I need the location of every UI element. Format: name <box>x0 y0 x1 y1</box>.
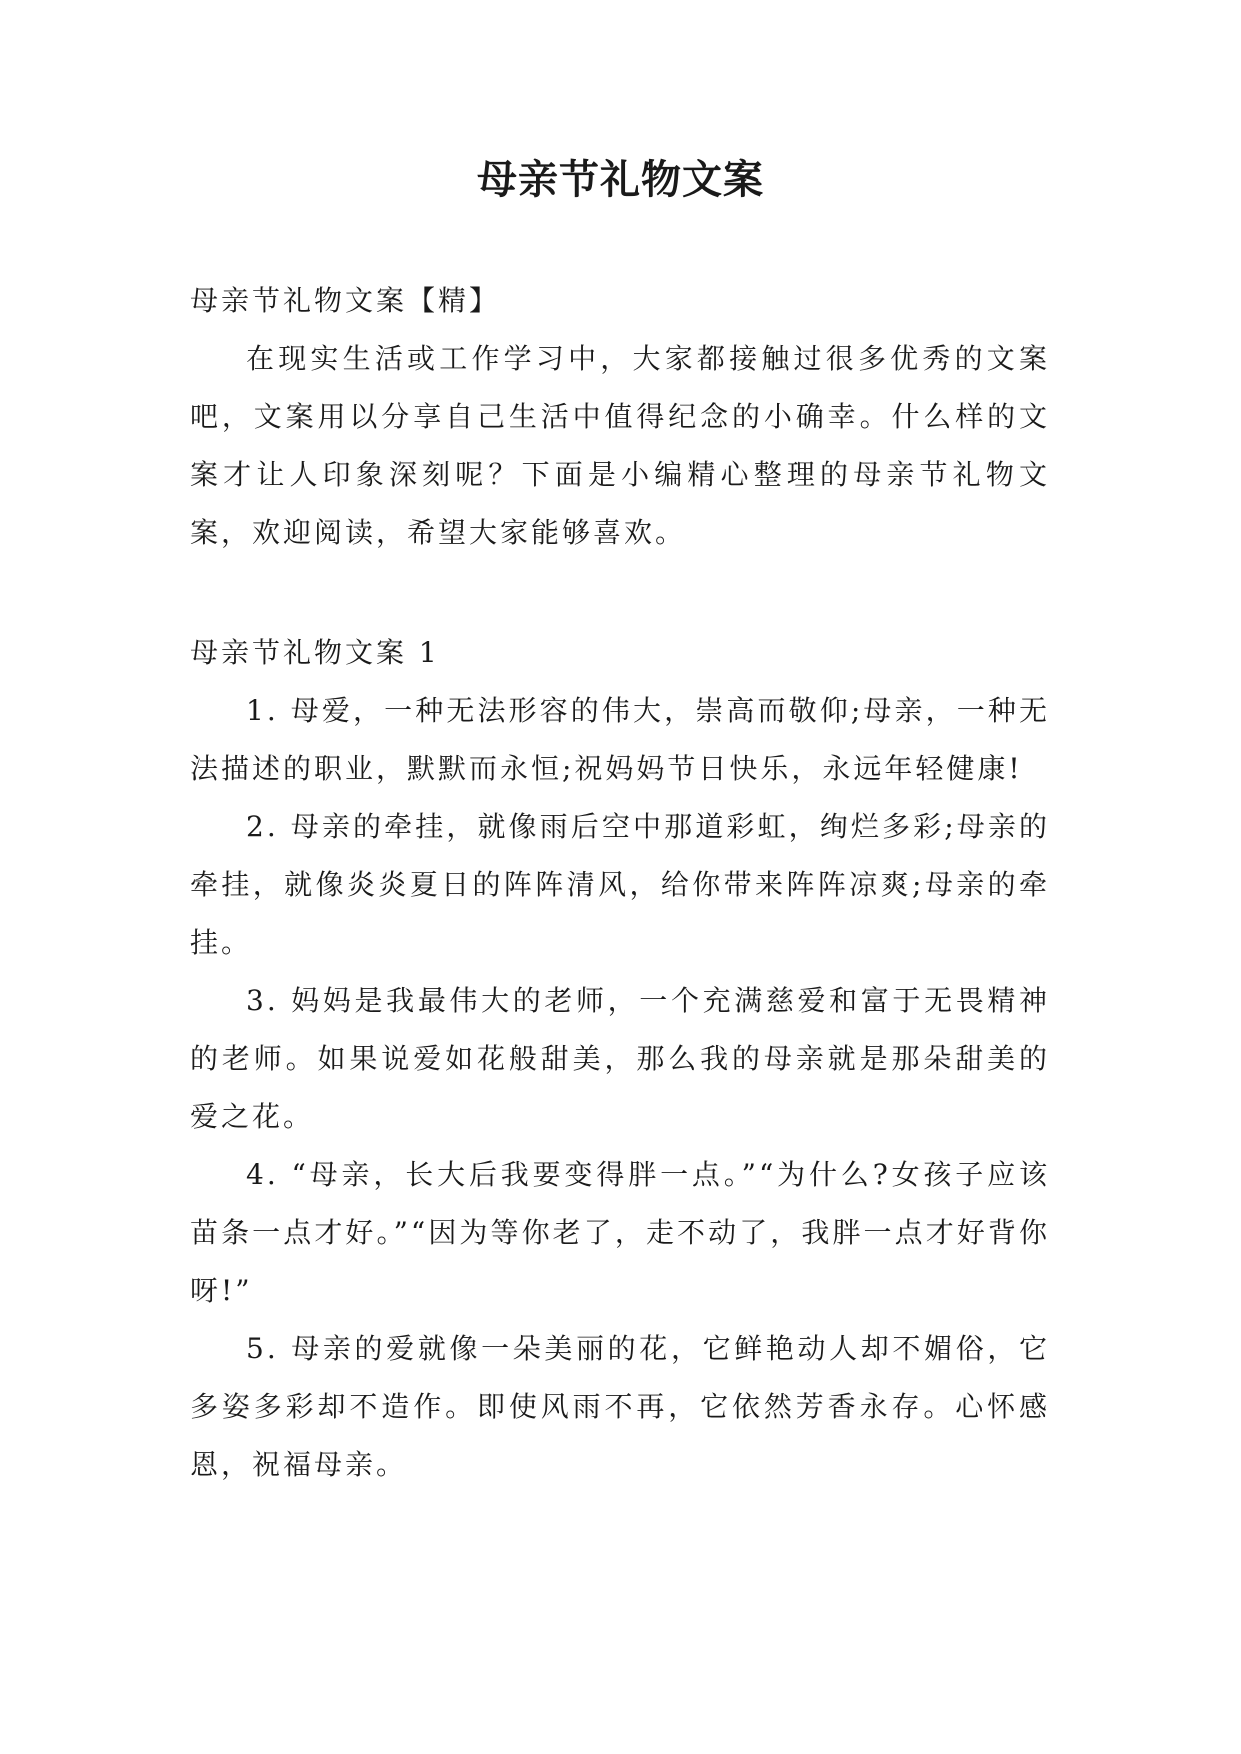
list-item: 5. 母亲的爱就像一朵美丽的花，它鲜艳动人却不媚俗，它多姿多彩却不造作。即使风雨不再，它依然芳香永存。心怀感恩，祝福母亲。 <box>190 1332 1050 1481</box>
article-subtitle: 母亲节礼物文案【精】 <box>190 284 501 317</box>
page-title: 母亲节礼物文案 <box>477 156 764 203</box>
list-item: 2. 母亲的牵挂，就像雨后空中那道彩虹，绚烂多彩;母亲的牵挂，就像炎炎夏日的阵阵清风，给你带来阵阵凉爽;母亲的牵挂。 <box>190 810 1050 959</box>
intro-paragraph: 在现实生活或工作学习中，大家都接触过很多优秀的文案吧，文案用以分享自己生活中值得纪念的小确幸。什么样的文案才让人印象深刻呢？下面是小编精心整理的母亲节礼物文案，欢迎阅读，希望大家能够喜欢。 <box>190 342 1050 549</box>
list-item: 4. “母亲，长大后我要变得胖一点。”“为什么?女孩子应该苗条一点才好。”“因为等你老了，走不动了，我胖一点才好背你呀!” <box>190 1158 1050 1307</box>
section-heading: 母亲节礼物文案 1 <box>190 636 440 669</box>
article-body <box>190 272 1050 1494</box>
list-item: 1. 母爱，一种无法形容的伟大，崇高而敬仰;母亲，一种无法描述的职业，默默而永恒;祝妈妈节日快乐，永远年轻健康! <box>190 694 1050 785</box>
list-item: 3. 妈妈是我最伟大的老师，一个充满慈爱和富于无畏精神的老师。如果说爱如花般甜美，那么我的母亲就是那朵甜美的爱之花。 <box>190 984 1050 1133</box>
